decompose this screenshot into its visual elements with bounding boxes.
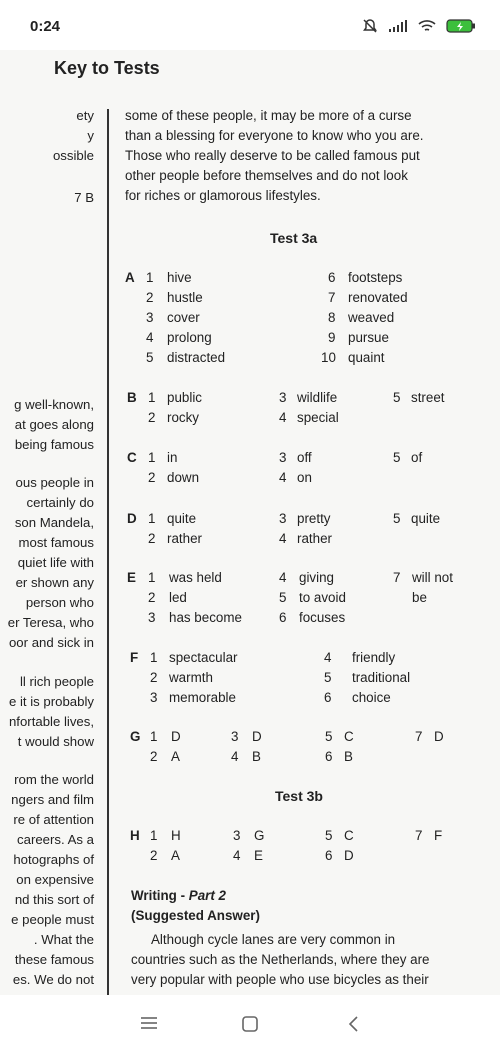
answer-text: in <box>167 450 178 465</box>
answer-number: 3 <box>233 828 241 843</box>
status-time: 0:24 <box>30 18 61 35</box>
answer-number: 5 <box>324 670 332 685</box>
answer-number: 4 <box>231 749 239 764</box>
writing-part: Part 2 <box>188 888 226 903</box>
answer-number: 3 <box>279 450 287 465</box>
left-text-line: ossible <box>52 148 94 163</box>
answer-text: rather <box>167 531 202 546</box>
answer-text: down <box>167 470 200 485</box>
answer-number: 10 <box>321 350 336 365</box>
answer-text: quite <box>411 511 441 526</box>
answer-number: 2 <box>148 410 156 425</box>
status-icons <box>362 18 476 34</box>
answer-number: 1 <box>148 390 156 405</box>
answer-number: 5 <box>279 590 287 605</box>
answer-text: D <box>252 729 262 744</box>
answer-number: 6 <box>279 610 287 625</box>
answer-number: 7 <box>328 290 336 305</box>
answer-text: cover <box>167 310 200 325</box>
answer-number: 7 <box>393 570 401 585</box>
answer-number: 1 <box>150 828 158 843</box>
answer-text: hustle <box>167 290 203 305</box>
left-text-line: ngers and film <box>11 792 94 807</box>
left-text-line: oor and sick in <box>8 635 94 650</box>
answer-text: spectacular <box>169 650 238 665</box>
left-text-line: g well-known, <box>14 397 94 412</box>
answer-number: 2 <box>150 749 158 764</box>
answer-text: has become <box>169 610 242 625</box>
answer-number: 4 <box>233 848 241 863</box>
answer-text: wildlife <box>297 390 338 405</box>
answer-text: B <box>252 749 261 764</box>
left-text-line: er Teresa, who <box>7 615 94 630</box>
writing-line: countries such as the Netherlands, where they are <box>131 952 430 967</box>
intro-line: other people before themselves and do not look <box>125 168 408 183</box>
signal-icon <box>388 19 408 33</box>
left-text-line: 7 B <box>74 190 94 205</box>
answer-number: 4 <box>279 470 287 485</box>
left-text-line: . What the <box>33 932 94 947</box>
answer-text: quite <box>167 511 197 526</box>
answer-text: special <box>297 410 339 425</box>
answer-text: B <box>344 749 353 764</box>
answer-text: to avoid <box>299 590 346 605</box>
left-text-line: being famous <box>14 437 94 452</box>
answer-text: hive <box>167 270 192 285</box>
writing-line: very popular with people who use bicycles as their <box>131 972 429 987</box>
back-icon[interactable] <box>346 1015 360 1033</box>
left-column-fragment <box>0 50 103 995</box>
answer-text: memorable <box>169 690 236 705</box>
answer-text: choice <box>352 690 391 705</box>
answer-number: 2 <box>148 531 156 546</box>
intro-line: than a blessing for everyone to know who you are. <box>125 128 424 143</box>
answer-text: traditional <box>352 670 411 685</box>
intro-line: for riches or glamorous lifestyles. <box>125 188 321 203</box>
answer-text: A <box>171 848 180 863</box>
answer-number: 6 <box>325 749 333 764</box>
answer-number: 6 <box>328 270 336 285</box>
left-text-line: son Mandela, <box>14 515 94 530</box>
answer-text: friendly <box>352 650 396 665</box>
answer-text: focuses <box>299 610 346 625</box>
answer-text: street <box>411 390 445 405</box>
left-text-line: quiet life with <box>17 555 94 570</box>
left-text-line: ous people in <box>15 475 94 490</box>
answer-number: 6 <box>324 690 332 705</box>
answer-number: 5 <box>325 729 333 744</box>
answer-number: 5 <box>393 450 401 465</box>
intro-line: Those who really deserve to be called famous put <box>125 148 420 163</box>
answer-text: off <box>297 450 312 465</box>
answer-number: 5 <box>393 511 401 526</box>
answer-number: 4 <box>279 410 287 425</box>
answer-number: 1 <box>150 650 158 665</box>
answer-text: public <box>167 390 202 405</box>
answer-number: 3 <box>146 310 154 325</box>
answer-text: quaint <box>348 350 385 365</box>
answer-number: 1 <box>148 570 156 585</box>
left-text-line: re of attention <box>13 812 94 827</box>
section-letter: F <box>130 650 139 665</box>
home-icon[interactable] <box>241 1015 259 1033</box>
answer-text: pursue <box>348 330 389 345</box>
left-text-line: er shown any <box>15 575 94 590</box>
left-text-line: e people must <box>11 912 94 927</box>
answer-text: warmth <box>169 670 213 685</box>
answer-number: 3 <box>231 729 239 744</box>
answer-text: C <box>344 828 354 843</box>
answer-number: 2 <box>148 470 156 485</box>
answer-number: 3 <box>148 610 156 625</box>
answer-text: rocky <box>167 410 199 425</box>
answer-text: distracted <box>167 350 226 365</box>
answer-text: D <box>434 729 444 744</box>
answer-number: 5 <box>325 828 333 843</box>
answer-number: 2 <box>150 848 158 863</box>
left-text-line: these famous <box>14 952 94 967</box>
answer-text: will not <box>412 570 453 585</box>
left-text-line: ety <box>76 108 94 123</box>
writing-title: Writing - <box>131 888 189 903</box>
answer-text: H <box>171 828 181 843</box>
left-text-line: careers. As a <box>17 832 94 847</box>
answer-text: giving <box>299 570 334 585</box>
status-bar <box>0 0 500 54</box>
section-letter: H <box>130 828 140 843</box>
answer-number: 4 <box>324 650 332 665</box>
answer-text: prolong <box>167 330 212 345</box>
writing-subtitle: (Suggested Answer) <box>131 908 260 923</box>
answer-text: on <box>297 470 312 485</box>
left-text-line: es. We do not <box>12 972 94 987</box>
section-letter: B <box>127 390 137 405</box>
left-text-line: y <box>87 128 94 143</box>
left-text-line: at goes along <box>14 417 94 432</box>
answer-number: 6 <box>325 848 333 863</box>
answer-number: 2 <box>148 590 156 605</box>
answer-number: 2 <box>150 670 158 685</box>
left-text-line: t would show <box>17 734 94 749</box>
android-nav-bar <box>0 995 500 1055</box>
answer-number: 3 <box>279 511 287 526</box>
left-text-line: hotographs of <box>13 852 94 867</box>
answer-number: 1 <box>150 729 158 744</box>
answer-number: 1 <box>148 511 156 526</box>
mute-icon <box>362 18 378 34</box>
answer-number: 1 <box>146 270 154 285</box>
answer-text: pretty <box>297 511 331 526</box>
answer-number: 4 <box>146 330 154 345</box>
answer-number: 7 <box>415 729 423 744</box>
answer-text: weaved <box>348 310 395 325</box>
answer-text: F <box>434 828 443 843</box>
answer-text: C <box>344 729 354 744</box>
answer-number: 4 <box>279 531 287 546</box>
answer-text: D <box>171 729 181 744</box>
left-text-line: rom the world <box>14 772 94 787</box>
left-text-line: ll rich people <box>19 674 94 689</box>
column-divider <box>107 109 109 995</box>
answer-number: 4 <box>279 570 287 585</box>
answer-text-continued: be <box>412 590 427 605</box>
left-text-line: person who <box>25 595 94 610</box>
answer-number: 5 <box>146 350 154 365</box>
page-title: Key to Tests <box>54 58 160 78</box>
section-letter: D <box>127 511 137 526</box>
section-letter: A <box>125 270 135 285</box>
battery-icon <box>446 18 476 34</box>
answer-number: 9 <box>328 330 336 345</box>
left-text-line: certainly do <box>26 495 94 510</box>
left-text-line: nfortable lives, <box>8 714 94 729</box>
answer-number: 8 <box>328 310 336 325</box>
answer-text: G <box>254 828 265 843</box>
answer-text: E <box>254 848 263 863</box>
test-3a-heading: Test 3a <box>270 230 318 246</box>
menu-icon[interactable] <box>139 1015 159 1031</box>
answer-number: 7 <box>415 828 423 843</box>
answer-text: was held <box>169 570 222 585</box>
wifi-icon <box>418 19 436 33</box>
test-3b-heading: Test 3b <box>275 788 323 804</box>
answer-text: led <box>169 590 187 605</box>
writing-line: Although cycle lanes are very common in <box>151 932 396 947</box>
writing-heading <box>131 886 226 906</box>
answer-text: rather <box>297 531 332 546</box>
intro-line: some of these people, it may be more of a curse <box>125 108 412 123</box>
left-text-line: most famous <box>18 535 94 550</box>
answer-number: 5 <box>393 390 401 405</box>
answer-text: footsteps <box>348 270 403 285</box>
answer-text: D <box>344 848 354 863</box>
left-text-line: e it is probably <box>8 694 94 709</box>
answer-text: renovated <box>348 290 408 305</box>
answer-number: 3 <box>279 390 287 405</box>
answer-text: A <box>171 749 180 764</box>
book-page <box>0 50 500 995</box>
answer-number: 3 <box>150 690 158 705</box>
section-letter: C <box>127 450 137 465</box>
left-text-line: on expensive <box>16 872 94 887</box>
answer-text: of <box>411 450 423 465</box>
left-text-line: nd this sort of <box>14 892 94 907</box>
answer-number: 1 <box>148 450 156 465</box>
section-letter: G <box>130 729 141 744</box>
answer-number: 2 <box>146 290 154 305</box>
section-letter: E <box>127 570 136 585</box>
